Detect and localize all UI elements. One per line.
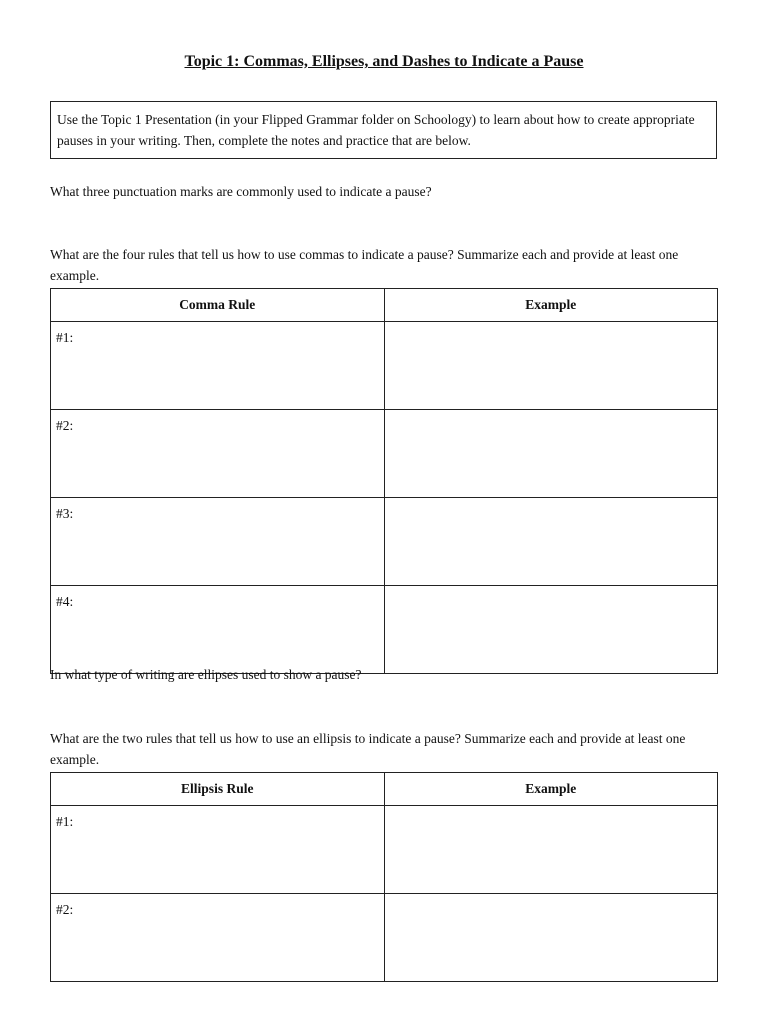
table-header-row	[51, 773, 718, 806]
question-ellipsis-rules: What are the two rules that tell us how to use an ellipsis to indicate a pause? Summarize each and provide at least one example.	[50, 731, 686, 767]
comma-rules-table	[50, 288, 718, 674]
comma-example-cell-1[interactable]	[384, 322, 718, 410]
page-title: Topic 1: Commas, Ellipses, and Dashes to Indicate a Pause	[184, 53, 584, 70]
ellipsis-example-cell-2[interactable]	[384, 894, 718, 982]
ellipsis-rule-cell-1[interactable]: #1:	[51, 806, 385, 894]
ellipsis-example-cell-1[interactable]	[384, 806, 718, 894]
table-row	[51, 498, 718, 586]
comma-example-cell-4[interactable]	[384, 586, 718, 674]
instructions-box: Use the Topic 1 Presentation (in your Flipped Grammar folder on Schoology) to learn about how to create appropriate pauses in your writing. Then, complete the notes and practice that are below.	[50, 101, 717, 159]
column-header-example: Example	[384, 289, 718, 322]
table-row	[51, 894, 718, 982]
column-header-comma-rule: Comma Rule	[51, 289, 385, 322]
comma-rule-cell-3[interactable]: #3:	[51, 498, 385, 586]
table-row	[51, 586, 718, 674]
column-header-ellipsis-rule: Ellipsis Rule	[51, 773, 385, 806]
question-ellipses-writing-type: In what type of writing are ellipses used to show a pause?	[50, 667, 362, 682]
comma-rule-cell-1[interactable]: #1:	[51, 322, 385, 410]
table-row	[51, 806, 718, 894]
comma-rule-cell-2[interactable]: #2:	[51, 410, 385, 498]
table-header-row	[51, 289, 718, 322]
question-punctuation-marks: What three punctuation marks are commonly used to indicate a pause?	[50, 184, 432, 199]
table-row	[51, 322, 718, 410]
comma-example-cell-3[interactable]	[384, 498, 718, 586]
comma-example-cell-2[interactable]	[384, 410, 718, 498]
table-row	[51, 410, 718, 498]
column-header-example: Example	[384, 773, 718, 806]
comma-rule-cell-4[interactable]: #4:	[51, 586, 385, 674]
question-comma-rules: What are the four rules that tell us how to use commas to indicate a pause? Summarize each and provide at least one example.	[50, 247, 679, 283]
ellipsis-rule-cell-2[interactable]: #2:	[51, 894, 385, 982]
ellipsis-rules-table	[50, 772, 718, 982]
